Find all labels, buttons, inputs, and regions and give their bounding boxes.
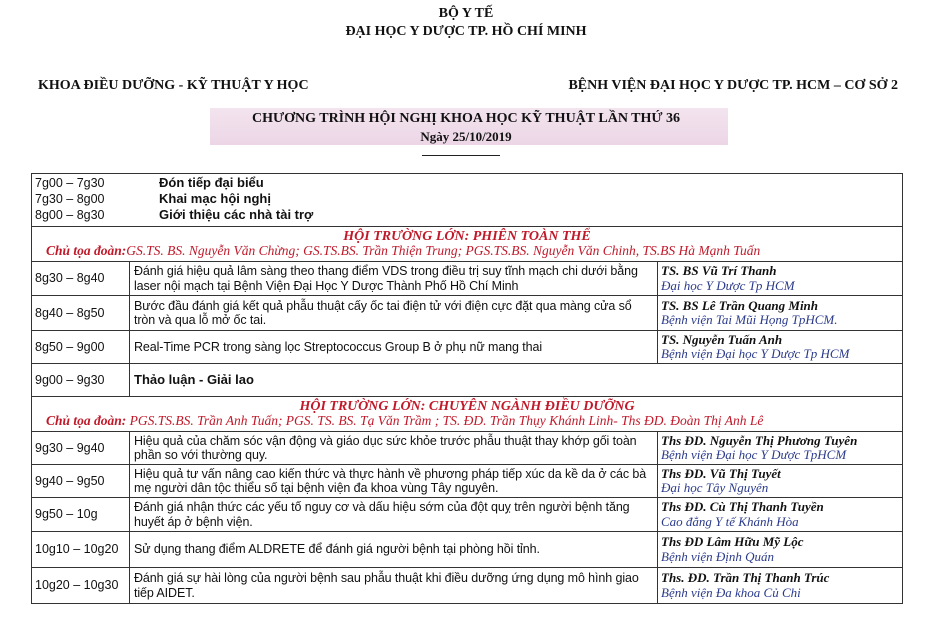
speaker-affiliation: Đại học Tây Nguyên bbox=[661, 480, 769, 495]
event-time: 7g00 – 7g30 bbox=[35, 176, 105, 190]
talk-time: 10g10 – 10g20 bbox=[32, 532, 130, 568]
talk-time: 8g50 – 9g00 bbox=[32, 331, 130, 364]
opening-cell bbox=[32, 174, 903, 227]
talk-speaker-cell bbox=[658, 262, 903, 296]
chairs-names: PGS.TS.BS. Trần Anh Tuấn; PGS. TS. BS. Tạ Văn Trầm ; TS. ĐD. Trần Thụy Khánh Linh- Ths ĐD. Đoàn Thị Anh Lê bbox=[129, 413, 764, 428]
talk-speaker-cell bbox=[658, 432, 903, 465]
speaker-affiliation: Bệnh viện Tai Mũi Họng TpHCM. bbox=[661, 312, 838, 327]
talk-time: 8g40 – 8g50 bbox=[32, 296, 130, 331]
talk-speaker-cell bbox=[658, 498, 903, 532]
speaker-name: TS. BS Vũ Trí Thanh bbox=[661, 263, 777, 278]
talk-topic: Đánh giá nhận thức các yếu tố nguy cơ và dấu hiệu sớm của đột quỵ trên người bệnh tăng huyết áp ở bệnh viện. bbox=[130, 498, 658, 532]
talk-speaker-cell bbox=[658, 568, 903, 604]
list-item bbox=[35, 192, 898, 208]
session-chairs bbox=[36, 244, 898, 259]
talk-topic: Đánh giá hiệu quả lâm sàng theo thang điểm VDS trong điều trị suy tĩnh mạch chi dưới bằng laser nội mạch tại Bệnh Viện Đại Học Y Dược Thành Phố Hồ Chí Minh bbox=[130, 262, 658, 296]
table-row bbox=[32, 568, 903, 604]
table-row bbox=[32, 532, 903, 568]
list-item bbox=[35, 176, 898, 192]
title-divider bbox=[422, 155, 500, 156]
university-heading: ĐẠI HỌC Y DƯỢC TP. HỒ CHÍ MINH bbox=[345, 24, 587, 39]
chairs-names: GS.TS. BS. Nguyễn Văn Chừng; GS.TS.BS. Trần Thiện Trung; PGS.TS.BS. Nguyễn Văn Chinh, TS.BS Hà Mạnh Tuấn bbox=[126, 243, 761, 258]
event-title: Giới thiệu các nhà tài trợ bbox=[159, 207, 314, 222]
session-header bbox=[32, 397, 903, 432]
table-row bbox=[32, 262, 903, 296]
faculty-heading: KHOA ĐIỀU DƯỠNG - KỸ THUẬT Y HỌC bbox=[38, 78, 309, 93]
event-time: 7g30 – 8g00 bbox=[35, 192, 105, 206]
conference-title: CHƯƠNG TRÌNH HỘI NGHỊ KHOA HỌC KỸ THUẬT LẦN THỨ 36 bbox=[251, 111, 681, 126]
talk-time: 8g30 – 8g40 bbox=[32, 262, 130, 296]
break-row bbox=[32, 364, 903, 397]
table-row bbox=[32, 432, 903, 465]
talk-time: 9g30 – 9g40 bbox=[32, 432, 130, 465]
chairs-label: Chủ tọa đoàn: bbox=[46, 413, 127, 428]
talk-speaker-cell bbox=[658, 331, 903, 364]
speaker-affiliation: Bệnh viện Đa khoa Củ Chi bbox=[661, 584, 801, 600]
talk-topic: Đánh giá sự hài lòng của người bệnh sau phẫu thuật khi điều dưỡng ứng dụng mô hình giao tiếp AIDET. bbox=[130, 568, 658, 604]
speaker-name: Ths ĐD. Cù Thị Thanh Tuyền bbox=[661, 499, 824, 514]
conference-date: Ngày 25/10/2019 bbox=[420, 129, 512, 144]
hospital-heading: BỆNH VIỆN ĐẠI HỌC Y DƯỢC TP. HCM – CƠ SỞ 2 bbox=[568, 78, 898, 93]
speaker-name: Ths ĐD. Nguyễn Thị Phương Tuyên bbox=[661, 432, 858, 448]
speaker-name: Ths ĐD Lâm Hữu Mỹ Lộc bbox=[661, 534, 804, 549]
talk-speaker-cell bbox=[658, 532, 903, 568]
table-row bbox=[32, 296, 903, 331]
talk-time: 9g40 – 9g50 bbox=[32, 465, 130, 498]
chairs-label: Chủ tọa đoàn: bbox=[46, 243, 127, 258]
speaker-affiliation: Bệnh viện Đại học Y Dược TpHCM bbox=[661, 447, 847, 462]
session-header bbox=[32, 227, 903, 262]
session-header-cell bbox=[32, 227, 903, 262]
list-item bbox=[35, 208, 898, 224]
speaker-affiliation: Cao đẳng Y tế Khánh Hòa bbox=[661, 513, 799, 529]
speaker-name: Ths. ĐD. Trần Thị Thanh Trúc bbox=[661, 570, 830, 585]
break-time: 9g00 – 9g30 bbox=[32, 364, 130, 397]
speaker-name: TS. Nguyễn Tuấn Anh bbox=[661, 331, 783, 347]
talk-topic: Sử dụng thang điểm ALDRETE để đánh giá người bệnh tại phòng hồi tỉnh. bbox=[130, 532, 658, 568]
talk-topic: Real-Time PCR trong sàng lọc Streptococcus Group B ở phụ nữ mang thai bbox=[130, 331, 658, 364]
talk-speaker-cell bbox=[658, 296, 903, 331]
speaker-affiliation: Bệnh viện Đại học Y Dược Tp HCM bbox=[661, 346, 850, 361]
table-row bbox=[32, 465, 903, 498]
event-title: Khai mạc hội nghị bbox=[159, 191, 271, 206]
event-time: 8g00 – 8g30 bbox=[35, 208, 105, 222]
talk-time: 9g50 – 10g bbox=[32, 498, 130, 532]
speaker-name: Ths ĐD. Vũ Thị Tuyết bbox=[661, 465, 781, 481]
talk-topic: Bước đầu đánh giá kết quả phẫu thuật cấy ốc tai điện tử với điện cực đặt qua màng cửa sổ tròn và qua lỗ mở ốc tai. bbox=[130, 296, 658, 331]
talk-topic: Hiệu quả tư vấn nâng cao kiến thức và thực hành về phương pháp tiếp xúc da kề da ở các bà mẹ người dân tộc thiểu số tại bệnh viện đa khoa vùng Tây nguyên. bbox=[130, 465, 658, 498]
speaker-name: TS. BS Lê Trần Quang Minh bbox=[661, 297, 819, 313]
talk-topic: Hiệu quả của chăm sóc vận động và giáo dục sức khỏe trước phẫu thuật thay khớp gối toàn phần so với thường quy. bbox=[130, 432, 658, 465]
session-title: HỘI TRƯỜNG LỚN: CHUYÊN NGÀNH ĐIỀU DƯỠNG bbox=[299, 398, 635, 414]
event-title: Đón tiếp đại biểu bbox=[159, 175, 264, 190]
ministry-heading: BỘ Y TẾ bbox=[438, 6, 494, 21]
schedule-table bbox=[31, 173, 903, 604]
table-row bbox=[32, 498, 903, 532]
session-title: HỘI TRƯỜNG LỚN: PHIÊN TOÀN THỂ bbox=[343, 228, 591, 244]
opening-block bbox=[32, 174, 903, 227]
break-title: Thảo luận - Giải lao bbox=[130, 364, 903, 397]
speaker-affiliation: Bệnh viện Định Quán bbox=[661, 548, 775, 564]
talk-time: 10g20 – 10g30 bbox=[32, 568, 130, 604]
speaker-affiliation: Đại học Y Dược Tp HCM bbox=[661, 277, 795, 293]
session-header-cell bbox=[32, 397, 903, 432]
session-chairs bbox=[36, 414, 898, 429]
table-row bbox=[32, 331, 903, 364]
talk-speaker-cell bbox=[658, 465, 903, 498]
